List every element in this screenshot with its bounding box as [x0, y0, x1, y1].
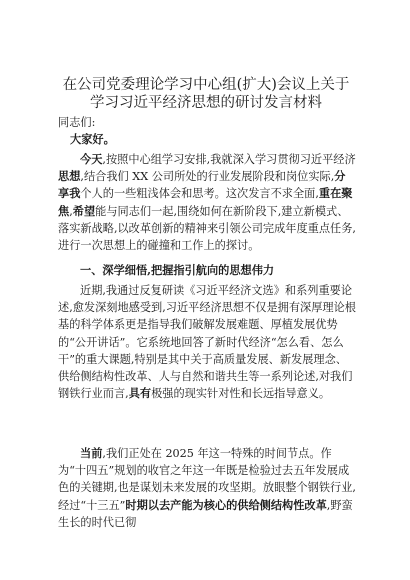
- salutation: 同志们:: [58, 116, 96, 129]
- body-text: ,野蛮生长的时代已彻: [58, 498, 353, 529]
- body-text: 近期,我通过反复研读《习近平经济文选》和系列重要论述,愈发深刻地感受到,习近平经济思想不仅是拥有深厚理论根基的科学体系更是指导我们破解发展难题、厚植发展优势的“公开讲话”。它系统地回答了新时代经济“怎么看、怎么干”的重大课题,特别是其中关于高质量发展、新发展理念、供给侧结构性改革、人与自然和谐共生等一系列论述,对我们钢铁行业而言,: [58, 284, 356, 401]
- title-line-1: 在公司党委理论学习中心组(扩大)会议上关于: [62, 77, 350, 93]
- bold-text: 分享我: [58, 169, 346, 201]
- body-text: 个人的一些粗浅体会和思考。这次发言不求全面,: [80, 187, 319, 201]
- bold-text: 当前: [80, 446, 103, 460]
- section-heading: [58, 262, 356, 279]
- paragraph-current: [58, 445, 356, 531]
- bold-text: 重在聚焦: [58, 186, 353, 218]
- bold-text: 时期以去产能为核心的供给侧结构性改革: [125, 497, 327, 512]
- body-text: 能与同志们一起,围绕如何在新阶段下,建立新模式、落实新战略,以改革创新的精神来引领公司完成年度重点任务,进行一次思想上的碰撞和工作上的探讨。: [58, 204, 356, 253]
- document-title: [56, 76, 356, 112]
- body-text: ,按照中心组学习安排,我就深入学习贯彻习近平经济: [102, 153, 356, 166]
- greeting: 大家好。: [70, 132, 115, 146]
- paragraph-intro: [58, 151, 356, 254]
- body-text: 极强的现实针对性和长远指导意义。: [151, 387, 331, 401]
- bold-text: 希望: [72, 203, 96, 218]
- body-text: ,结合我们 XX 公司所处的行业发展阶段和岗位实际,: [80, 170, 335, 184]
- bold-text: 具有: [128, 386, 152, 401]
- body-text: ,: [69, 204, 73, 218]
- paragraph-section-1: [58, 282, 356, 402]
- section-heading-text: 一、深学细悟,把握指引航向的思想伟力: [80, 263, 275, 277]
- bold-text: 思想: [58, 169, 81, 184]
- bold-text: 今天: [80, 152, 103, 166]
- title-line-2: 学习习近平经济思想的研讨发言材料: [90, 95, 322, 111]
- body-text: ,我们正处在 2025 年这一特殊的时间节点。作为“十四五”规划的收官之年这一年既是检验过去五年发展成色的关键期,也是谋划未来发展的攻坚期。放眼整个钢铁行业,经过“十三五”: [58, 447, 356, 512]
